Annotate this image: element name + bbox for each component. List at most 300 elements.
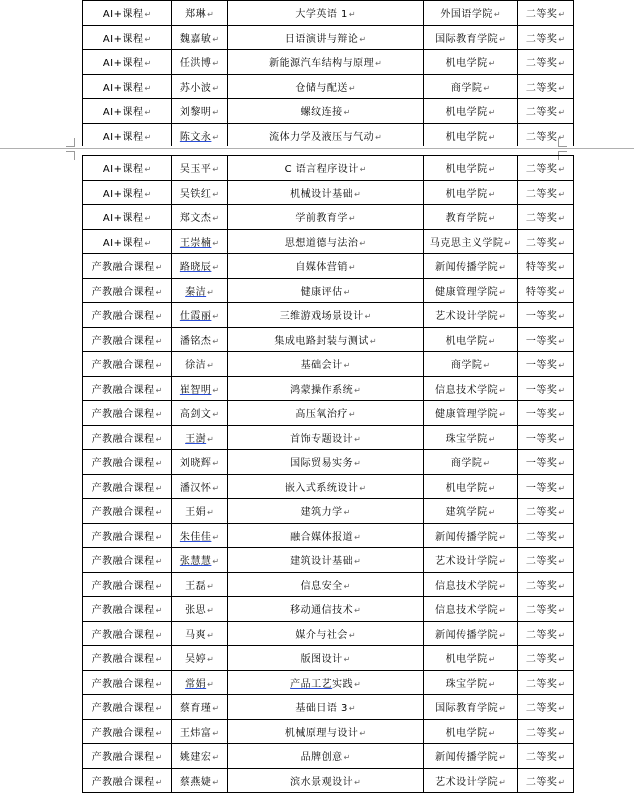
cell-text: 日语演讲与辩论 [284,33,359,45]
cell-text: 机电学院 [445,335,488,347]
name-cell [172,254,228,279]
category-cell [83,695,172,720]
return-mark-icon: ↵ [558,410,566,420]
cell-text: 产教融合课程 [91,360,155,372]
return-mark-icon: ↵ [343,108,351,118]
school-cell [424,278,518,303]
cell-text: 产教融合课程 [91,556,155,568]
award-cell [518,99,574,124]
award-cell [518,352,574,377]
name-cell [172,621,228,646]
cell-text: 产教融合课程 [91,262,155,274]
cell-text: AI+课程 [102,131,144,143]
cell-text: 任洪博 [179,58,212,70]
cell-text: AI+课程 [102,82,144,94]
cell-text: 健康评估 [300,286,343,298]
cell-text: 集成电路封装与测试 [274,335,369,347]
cell-text: 仕霞丽 [179,311,212,323]
course-cell [228,572,424,597]
return-mark-icon: ↵ [348,630,356,640]
school-cell [424,572,518,597]
award-cell [518,229,574,254]
return-mark-icon: ↵ [212,728,220,738]
cell-text: 国际教育学院 [435,703,499,715]
return-mark-icon: ↵ [499,704,506,714]
table-row [83,670,574,695]
cell-text: 二等奖 [525,531,558,543]
category-cell [83,123,172,148]
category-cell [83,621,172,646]
category-cell [83,156,172,181]
return-mark-icon: ↵ [558,312,566,322]
name-cell [172,205,228,230]
cell-text: 潘汉怀 [179,482,212,494]
cell-text: 高剑文 [179,409,212,421]
award-cell [518,597,574,622]
cell-text: 二等奖 [525,33,558,45]
award-cell [518,205,574,230]
award-cell [518,1,574,26]
course-cell [228,450,424,475]
return-mark-icon: ↵ [558,532,566,542]
return-mark-icon: ↵ [354,189,361,199]
school-cell [424,352,518,377]
cell-text: 一等奖 [525,482,558,494]
table-row [83,278,574,303]
return-mark-icon: ↵ [207,606,214,616]
return-mark-icon: ↵ [558,385,566,395]
name-cell [172,50,228,75]
award-cell [518,523,574,548]
course-cell [228,376,424,401]
return-mark-icon: ↵ [354,434,361,444]
return-mark-icon: ↵ [212,777,220,787]
return-mark-icon: ↵ [499,753,506,763]
cell-text: 产品工艺 [290,678,333,690]
cell-text: 健康管理学院 [435,286,499,298]
category-cell [83,327,172,352]
return-mark-icon: ↵ [155,606,163,616]
cell-text: 魏嘉敏 [179,33,212,45]
name-cell [172,499,228,524]
return-mark-icon: ↵ [212,132,220,142]
school-cell [424,474,518,499]
return-mark-icon: ↵ [144,189,152,199]
table-row [83,229,574,254]
award-cell [518,425,574,450]
cell-text: 艺术设计学院 [435,556,499,568]
cell-text: 产教融合课程 [91,531,155,543]
category-cell [83,50,172,75]
cell-text: 产教融合课程 [91,703,155,715]
return-mark-icon: ↵ [483,459,491,469]
course-cell [228,352,424,377]
return-mark-icon: ↵ [212,214,220,224]
cell-text: 王磊 [185,580,207,592]
school-cell [424,50,518,75]
name-cell [172,474,228,499]
award-cell [518,25,574,50]
category-cell [83,99,172,124]
return-mark-icon: ↵ [558,483,566,493]
table-row [83,621,574,646]
cell-text: 刘黎明 [179,107,212,119]
award-cell [518,50,574,75]
award-cell [518,719,574,744]
return-mark-icon: ↵ [155,410,163,420]
page-corner-mark [66,138,75,147]
return-mark-icon: ↵ [499,581,506,591]
table-row [83,597,574,622]
course-cell [228,744,424,769]
return-mark-icon: ↵ [558,361,566,371]
table-row [83,303,574,328]
return-mark-icon: ↵ [343,361,351,371]
category-cell [83,376,172,401]
return-mark-icon: ↵ [499,557,506,567]
name-cell [172,123,228,148]
cell-text: 机电学院 [445,654,488,666]
course-cell [228,180,424,205]
return-mark-icon: ↵ [155,728,163,738]
return-mark-icon: ↵ [212,336,220,346]
cell-text: 崔智明 [179,384,212,396]
table-row [83,327,574,352]
school-cell [424,499,518,524]
name-cell [172,523,228,548]
return-mark-icon: ↵ [212,312,220,322]
return-mark-icon: ↵ [488,132,496,142]
cell-text: 新闻传播学院 [435,752,499,764]
award-cell [518,156,574,181]
return-mark-icon: ↵ [558,606,566,616]
cell-text: 产教融合课程 [91,335,155,347]
cell-text: 马爽 [185,629,207,641]
return-mark-icon: ↵ [499,287,506,297]
cell-text: 产教融合课程 [91,654,155,666]
return-mark-icon: ↵ [155,459,163,469]
award-cell [518,180,574,205]
course-cell [228,1,424,26]
cell-text: 一等奖 [525,335,558,347]
return-mark-icon: ↵ [364,312,372,322]
table-section-bottom [82,155,573,793]
cell-text: 珠宝学院 [445,433,488,445]
return-mark-icon: ↵ [558,165,566,175]
cell-text: 机电学院 [445,188,488,200]
return-mark-icon: ↵ [488,655,496,665]
category-cell [83,1,172,26]
cell-text: 信息技术学院 [435,580,499,592]
category-cell [83,450,172,475]
school-cell [424,425,518,450]
cell-text: 艺术设计学院 [435,311,499,323]
course-cell [228,621,424,646]
name-cell [172,327,228,352]
school-cell [424,180,518,205]
return-mark-icon: ↵ [488,483,496,493]
return-mark-icon: ↵ [212,704,220,714]
name-cell [172,156,228,181]
category-cell [83,499,172,524]
cell-text: 产教融合课程 [91,629,155,641]
cell-text: 机电学院 [445,131,488,143]
cell-text: 机械设计基础 [290,188,354,200]
cell-text: 艺术设计学院 [435,776,499,788]
page-corner-mark [558,138,567,147]
course-cell [228,597,424,622]
return-mark-icon: ↵ [488,434,496,444]
return-mark-icon: ↵ [359,238,367,248]
cell-text: 二等奖 [525,727,558,739]
school-cell [424,401,518,426]
return-mark-icon: ↵ [207,655,214,665]
return-mark-icon: ↵ [155,508,163,518]
cell-text: 教育学院 [445,213,488,225]
cell-text: 蔡育瑾 [179,703,212,715]
cell-text: 信息技术学院 [435,605,499,617]
return-mark-icon: ↵ [212,410,220,420]
cell-text: 一等奖 [525,311,558,323]
cell-text: 二等奖 [525,58,558,70]
table-row [83,1,574,26]
school-cell [424,99,518,124]
cell-text: 品牌创意 [300,752,343,764]
return-mark-icon: ↵ [558,655,566,665]
name-cell [172,548,228,573]
return-mark-icon: ↵ [499,312,506,322]
cell-text: 二等奖 [525,507,558,519]
cell-text: 刘晓辉 [179,458,212,470]
name-cell [172,376,228,401]
return-mark-icon: ↵ [558,10,566,20]
course-cell [228,254,424,279]
return-mark-icon: ↵ [499,606,506,616]
cell-text: 朱佳佳 [179,531,212,543]
return-mark-icon: ↵ [212,238,220,248]
table-row [83,376,574,401]
return-mark-icon: ↵ [558,630,566,640]
category-cell [83,597,172,622]
cell-text: 学前教育学 [295,213,348,225]
school-cell [424,695,518,720]
cell-text: 建筑设计基础 [290,556,354,568]
cell-text: 一等奖 [525,360,558,372]
cell-text: 产教融合课程 [91,286,155,298]
school-cell [424,205,518,230]
return-mark-icon: ↵ [558,287,566,297]
cell-text: 产教融合课程 [91,458,155,470]
cell-text: 鸿蒙操作系统 [290,384,354,396]
page-break-line [0,148,634,149]
course-cell [228,50,424,75]
cell-text: 新闻传播学院 [435,262,499,274]
course-cell [228,401,424,426]
return-mark-icon: ↵ [144,108,152,118]
cell-text: 产教融合课程 [91,776,155,788]
category-cell [83,303,172,328]
return-mark-icon: ↵ [212,557,220,567]
name-cell [172,303,228,328]
return-mark-icon: ↵ [207,361,214,371]
return-mark-icon: ↵ [348,263,356,273]
table-row [83,499,574,524]
cell-text: 滨水景观设计 [290,776,354,788]
return-mark-icon: ↵ [558,459,566,469]
cell-text: 二等奖 [525,776,558,788]
category-cell [83,523,172,548]
cell-text: 二等奖 [525,580,558,592]
cell-text: 一等奖 [525,458,558,470]
cell-text: 商学院 [450,458,483,470]
return-mark-icon: ↵ [558,434,566,444]
cell-text: 二等奖 [525,164,558,176]
table-row [83,646,574,671]
return-mark-icon: ↵ [212,385,220,395]
return-mark-icon: ↵ [343,581,351,591]
return-mark-icon: ↵ [348,704,356,714]
cell-text: 二等奖 [525,213,558,225]
return-mark-icon: ↵ [343,287,351,297]
award-cell [518,670,574,695]
cell-text: 潘铭杰 [179,335,212,347]
school-cell [424,303,518,328]
school-cell [424,229,518,254]
table-row [83,695,574,720]
return-mark-icon: ↵ [354,532,361,542]
return-mark-icon: ↵ [359,483,367,493]
table-row [83,719,574,744]
cell-text: 新闻传播学院 [435,629,499,641]
cell-text: 机电学院 [445,58,488,70]
table-row [83,205,574,230]
return-mark-icon: ↵ [558,581,566,591]
cell-text: 产教融合课程 [91,605,155,617]
return-mark-icon: ↵ [212,165,220,175]
return-mark-icon: ↵ [144,10,152,20]
category-cell [83,25,172,50]
cell-text: 王澍 [185,433,207,445]
return-mark-icon: ↵ [488,336,496,346]
table-row [83,156,574,181]
name-cell [172,74,228,99]
cell-text: 姚建宏 [179,752,212,764]
return-mark-icon: ↵ [558,508,566,518]
award-cell [518,74,574,99]
cell-text: 一等奖 [525,384,558,396]
table-row [83,450,574,475]
cell-text: 国际贸易实务 [290,458,354,470]
cell-text: 机电学院 [445,107,488,119]
cell-text: 常娟 [185,678,207,690]
course-cell [228,327,424,352]
award-cell [518,646,574,671]
cell-text: 郑琳 [185,9,207,21]
return-mark-icon: ↵ [488,108,496,118]
return-mark-icon: ↵ [354,679,361,689]
cell-text: 二等奖 [525,107,558,119]
cell-text: 产教融合课程 [91,727,155,739]
cell-text: 建筑力学 [300,507,343,519]
return-mark-icon: ↵ [499,34,506,44]
return-mark-icon: ↵ [212,483,220,493]
return-mark-icon: ↵ [155,361,163,371]
return-mark-icon: ↵ [212,459,220,469]
award-cell [518,254,574,279]
cell-text: 一等奖 [525,433,558,445]
return-mark-icon: ↵ [207,679,214,689]
cell-text: 信息技术学院 [435,384,499,396]
return-mark-icon: ↵ [212,108,220,118]
cell-text: 王崇楠 [179,237,212,249]
cell-text: 产教融合课程 [91,384,155,396]
cell-text: 二等奖 [525,629,558,641]
return-mark-icon: ↵ [212,34,220,44]
return-mark-icon: ↵ [488,59,496,69]
cell-text: 徐洁 [185,360,207,372]
return-mark-icon: ↵ [354,385,361,395]
category-cell [83,180,172,205]
name-cell [172,597,228,622]
return-mark-icon: ↵ [212,753,220,763]
cell-text: 二等奖 [525,82,558,94]
return-mark-icon: ↵ [488,189,496,199]
cell-text: 二等奖 [525,237,558,249]
cell-text: 融合媒体报道 [290,531,354,543]
cell-text: 二等奖 [525,678,558,690]
return-mark-icon: ↵ [558,557,566,567]
cell-text: 移动通信技术 [290,605,354,617]
award-cell [518,499,574,524]
course-cell [228,25,424,50]
category-cell [83,572,172,597]
award-cell [518,327,574,352]
school-cell [424,670,518,695]
cell-text: 吴玉平 [179,164,212,176]
return-mark-icon: ↵ [155,704,163,714]
course-cell [228,719,424,744]
award-cell [518,303,574,328]
award-cell [518,695,574,720]
school-cell [424,621,518,646]
return-mark-icon: ↵ [155,434,163,444]
category-cell [83,352,172,377]
cell-text: 基础日语 3 [295,703,348,715]
table-row [83,548,574,573]
cell-text: AI+课程 [102,33,144,45]
award-table-bottom [82,155,574,793]
cell-text: 二等奖 [525,9,558,21]
name-cell [172,670,228,695]
cell-text: 产教融合课程 [91,580,155,592]
cell-text: 健康管理学院 [435,409,499,421]
return-mark-icon: ↵ [359,34,367,44]
award-cell [518,401,574,426]
school-cell [424,548,518,573]
return-mark-icon: ↵ [155,336,163,346]
cell-text: 仓储与配送 [295,82,348,94]
cell-text: 产教融合课程 [91,409,155,421]
cell-text: 蔡燕婕 [179,776,212,788]
school-cell [424,156,518,181]
school-cell [424,597,518,622]
return-mark-icon: ↵ [343,753,351,763]
course-cell [228,156,424,181]
school-cell [424,254,518,279]
cell-text: 陈文永 [179,131,212,143]
return-mark-icon: ↵ [348,83,356,93]
name-cell [172,450,228,475]
